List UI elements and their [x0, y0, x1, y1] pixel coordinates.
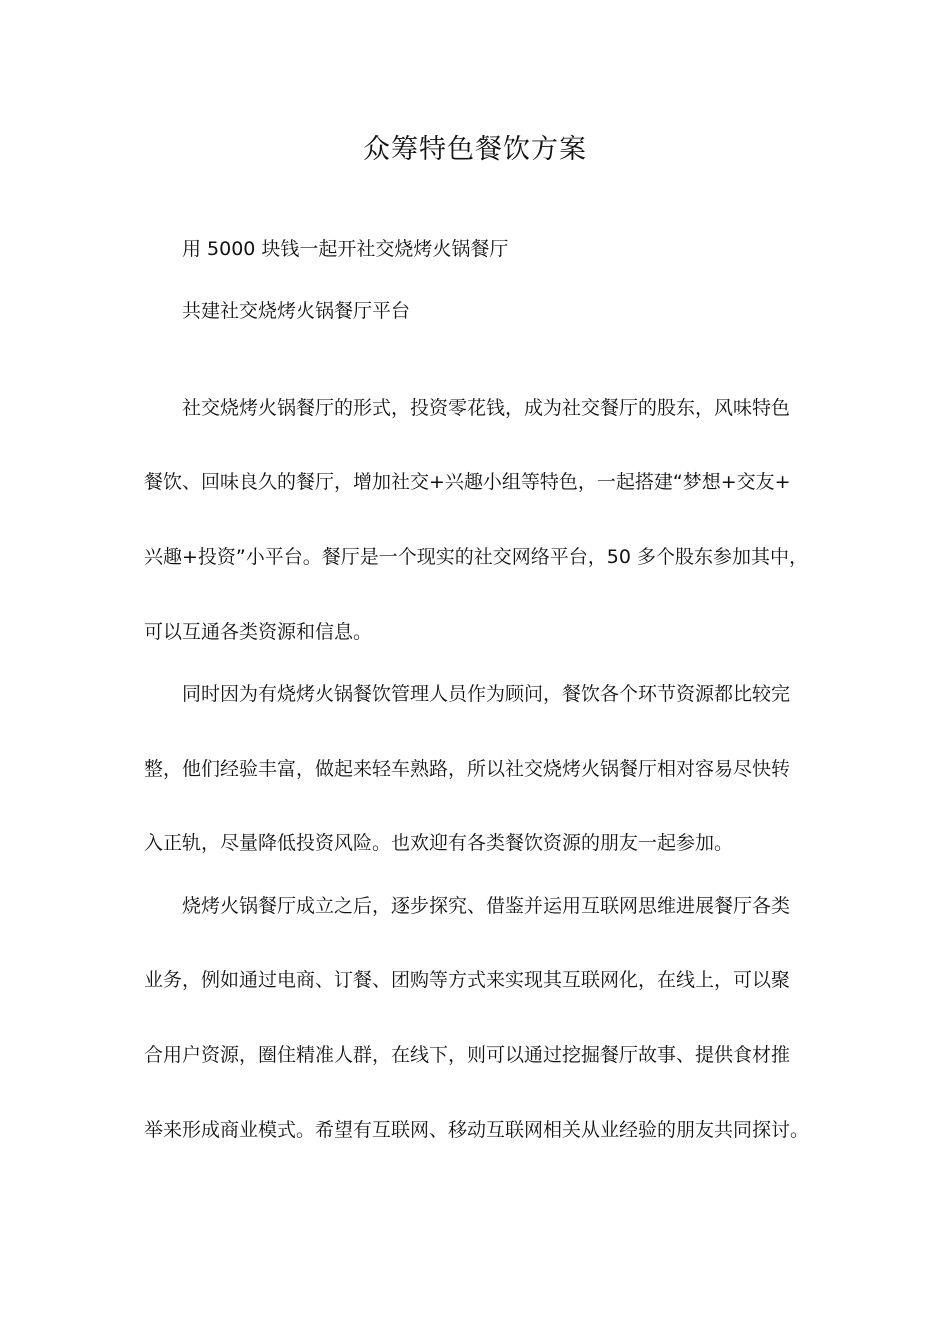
document-title: 众筹特色餐饮方案 — [363, 134, 587, 165]
paragraph-2-line-3: 入正轨，尽量降低投资风险。也欢迎有各类餐饮资源的朋友一起参加。 — [144, 832, 734, 854]
subtitle-line-1: 用 5000 块钱一起开社交烧烤火锅餐厅 — [182, 238, 509, 260]
paragraph-3-line-3: 合用户资源，圈住精准人群，在线下，则可以通过挖掘餐厅故事、提供食材推 — [144, 1044, 791, 1066]
paragraph-3-line-1: 烧烤火锅餐厅成立之后，逐步探究、借鉴并运用互联网思维进展餐厅各类 — [182, 895, 791, 917]
paragraph-1-line-3: 兴趣+投资”小平台。餐厅是一个现实的社交网络平台，50 多个股东参加其中， — [144, 546, 808, 568]
paragraph-1-line-1: 社交烧烤火锅餐厅的形式，投资零花钱，成为社交餐厅的股东，风味特色 — [182, 397, 791, 419]
paragraph-3-line-4: 举来形成商业模式。希望有互联网、移动互联网相关从业经验的朋友共同探讨。 — [144, 1119, 810, 1141]
subtitle-line-2: 共建社交烧烤火锅餐厅平台 — [182, 300, 411, 322]
paragraph-3-line-2: 业务，例如通过电商、订餐、团购等方式来实现其互联网化，在线上，可以聚 — [144, 969, 791, 991]
paragraph-1-line-2: 餐饮、回味良久的餐厅，增加社交+兴趣小组等特色，一起搭建“梦想+交友+ — [144, 471, 791, 493]
paragraph-2-line-1: 同时因为有烧烤火锅餐饮管理人员作为顾问，餐饮各个环节资源都比较完 — [182, 683, 791, 705]
paragraph-2-line-2: 整，他们经验丰富，做起来轻车熟路，所以社交烧烤火锅餐厅相对容易尽快转 — [144, 758, 791, 780]
paragraph-1-line-4: 可以互通各类资源和信息。 — [144, 621, 373, 643]
